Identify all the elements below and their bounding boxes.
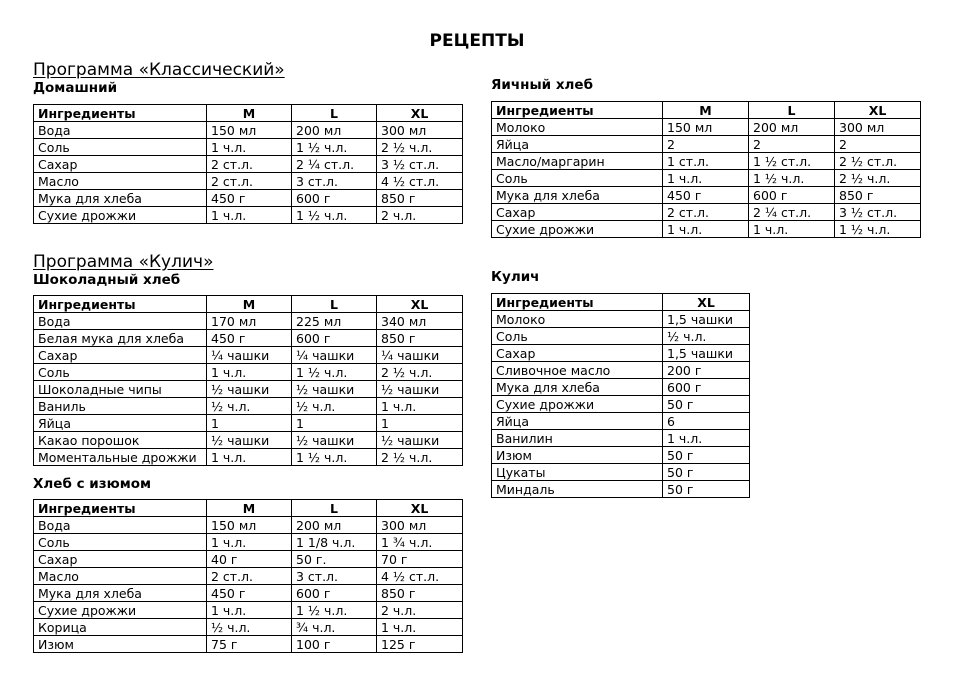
- amount-cell: 150 мл: [663, 119, 749, 136]
- ingredient-cell: Какао порошок: [34, 432, 207, 449]
- amount-cell: ¾ ч.л.: [292, 619, 377, 636]
- egg-bread-title: Яичный хлеб: [491, 77, 593, 93]
- amount-cell: 1,5 чашки: [663, 345, 750, 362]
- amount-cell: 2 ч.л.: [377, 207, 463, 224]
- amount-cell: 3 ½ ст.л.: [377, 156, 463, 173]
- amount-cell: ½ чашки: [292, 432, 377, 449]
- amount-cell: 125 г: [377, 636, 463, 653]
- table-row: [34, 551, 463, 568]
- column-header: M: [207, 296, 292, 313]
- column-header: XL: [377, 105, 463, 122]
- amount-cell: ½ ч.л.: [292, 398, 377, 415]
- amount-cell: ½ чашки: [207, 432, 292, 449]
- table-header-row: [34, 296, 463, 313]
- ingredient-cell: Сахар: [34, 551, 207, 568]
- amount-cell: 2: [663, 136, 749, 153]
- ingredient-cell: Вода: [34, 313, 207, 330]
- ingredient-cell: Моментальные дрожжи: [34, 449, 207, 466]
- ingredient-cell: Мука для хлеба: [492, 187, 663, 204]
- table-row: [34, 347, 463, 364]
- amount-cell: 50 г: [663, 447, 750, 464]
- amount-cell: 1 ч.л.: [663, 221, 749, 238]
- amount-cell: 2 ½ ч.л.: [377, 139, 463, 156]
- amount-cell: 6: [663, 413, 750, 430]
- ingredient-cell: Соль: [34, 534, 207, 551]
- page-title: РЕЦЕПТЫ: [429, 31, 525, 51]
- table-row: [34, 207, 463, 224]
- amount-cell: 3 ½ ст.л.: [835, 204, 921, 221]
- table-row: [34, 139, 463, 156]
- table-row: [34, 449, 463, 466]
- table-row: [492, 136, 921, 153]
- amount-cell: 2 ½ ч.л.: [835, 170, 921, 187]
- amount-cell: 450 г: [663, 187, 749, 204]
- ingredient-cell: Молоко: [492, 119, 663, 136]
- table-header-row: [34, 500, 463, 517]
- kulich-table: [491, 293, 750, 498]
- column-header: M: [207, 105, 292, 122]
- amount-cell: ¼ чашки: [207, 347, 292, 364]
- table-row: [34, 602, 463, 619]
- amount-cell: 1 ½ ч.л.: [292, 207, 377, 224]
- amount-cell: 4 ½ ст.л.: [377, 173, 463, 190]
- column-header: Ингредиенты: [492, 294, 663, 311]
- ingredient-cell: Молоко: [492, 311, 663, 328]
- amount-cell: 850 г: [377, 585, 463, 602]
- amount-cell: 1 ч.л.: [663, 430, 750, 447]
- column-header: Ингредиенты: [34, 500, 207, 517]
- ingredient-cell: Соль: [34, 139, 207, 156]
- table-row: [34, 122, 463, 139]
- ingredient-cell: Сахар: [34, 156, 207, 173]
- amount-cell: 1: [207, 415, 292, 432]
- column-header: XL: [377, 296, 463, 313]
- raisin-bread-title: Хлеб с изюмом: [33, 476, 152, 492]
- amount-cell: 1 ½ ст.л.: [749, 153, 835, 170]
- amount-cell: 150 мл: [207, 122, 292, 139]
- amount-cell: 1 ½ ч.л.: [835, 221, 921, 238]
- amount-cell: 450 г: [207, 330, 292, 347]
- ingredient-cell: Сливочное масло: [492, 362, 663, 379]
- amount-cell: 1 ч.л.: [377, 398, 463, 415]
- table-row: [492, 362, 750, 379]
- column-header: L: [292, 500, 377, 517]
- column-header: L: [749, 102, 835, 119]
- amount-cell: ½ ч.л.: [663, 328, 750, 345]
- amount-cell: 200 мл: [292, 122, 377, 139]
- amount-cell: 2 ¼ ст.л.: [749, 204, 835, 221]
- amount-cell: 50 г: [663, 464, 750, 481]
- table-row: [492, 328, 750, 345]
- amount-cell: 200 мл: [292, 517, 377, 534]
- amount-cell: 2 ½ ч.л.: [377, 449, 463, 466]
- program-classic-title: Программа «Классический»: [33, 60, 285, 80]
- table-row: [492, 430, 750, 447]
- amount-cell: 600 г: [749, 187, 835, 204]
- table-row: [492, 447, 750, 464]
- amount-cell: 1 ч.л.: [207, 139, 292, 156]
- amount-cell: 2 ½ ст.л.: [835, 153, 921, 170]
- ingredient-cell: Корица: [34, 619, 207, 636]
- column-header: XL: [663, 294, 750, 311]
- table-row: [492, 119, 921, 136]
- ingredient-cell: Цукаты: [492, 464, 663, 481]
- ingredient-cell: Мука для хлеба: [34, 190, 207, 207]
- amount-cell: 1 ч.л.: [377, 619, 463, 636]
- amount-cell: 2 ст.л.: [663, 204, 749, 221]
- home-bread-title: Домашний: [33, 80, 118, 96]
- amount-cell: 1,5 чашки: [663, 311, 750, 328]
- amount-cell: 40 г: [207, 551, 292, 568]
- table-row: [34, 381, 463, 398]
- amount-cell: 1 ½ ч.л.: [749, 170, 835, 187]
- ingredient-cell: Сухие дрожжи: [492, 221, 663, 238]
- amount-cell: 1 ч.л.: [207, 449, 292, 466]
- chocolate-bread-table: [33, 295, 463, 466]
- ingredient-cell: Миндаль: [492, 481, 663, 498]
- table-row: [34, 534, 463, 551]
- table-row: [34, 619, 463, 636]
- chocolate-bread-title: Шоколадный хлеб: [33, 272, 181, 288]
- table-row: [34, 173, 463, 190]
- amount-cell: 450 г: [207, 585, 292, 602]
- table-row: [492, 379, 750, 396]
- table-row: [492, 481, 750, 498]
- column-header: Ингредиенты: [34, 105, 207, 122]
- ingredient-cell: Ваниль: [34, 398, 207, 415]
- amount-cell: 2 ч.л.: [377, 602, 463, 619]
- amount-cell: 1 ч.л.: [749, 221, 835, 238]
- amount-cell: 850 г: [377, 330, 463, 347]
- amount-cell: 2 ¼ ст.л.: [292, 156, 377, 173]
- amount-cell: 1 ½ ч.л.: [292, 364, 377, 381]
- amount-cell: 3 ст.л.: [292, 568, 377, 585]
- amount-cell: 200 г: [663, 362, 750, 379]
- egg-bread-table: [491, 101, 921, 238]
- kulich-title: Кулич: [491, 269, 540, 285]
- ingredient-cell: Масло: [34, 173, 207, 190]
- ingredient-cell: Сухие дрожжи: [34, 207, 207, 224]
- amount-cell: 2: [749, 136, 835, 153]
- table-row: [34, 313, 463, 330]
- table-row: [492, 153, 921, 170]
- ingredient-cell: Сахар: [492, 204, 663, 221]
- amount-cell: 1: [377, 415, 463, 432]
- amount-cell: 150 мл: [207, 517, 292, 534]
- table-row: [34, 585, 463, 602]
- amount-cell: 50 г: [663, 481, 750, 498]
- table-header-row: [34, 105, 463, 122]
- ingredient-cell: Соль: [492, 170, 663, 187]
- amount-cell: 1 ½ ч.л.: [292, 449, 377, 466]
- amount-cell: 300 мл: [377, 517, 463, 534]
- table-row: [34, 517, 463, 534]
- ingredient-cell: Мука для хлеба: [34, 585, 207, 602]
- amount-cell: 1 ½ ч.л.: [292, 139, 377, 156]
- ingredient-cell: Сухие дрожжи: [34, 602, 207, 619]
- table-row: [492, 413, 750, 430]
- amount-cell: 1 ½ ч.л.: [292, 602, 377, 619]
- amount-cell: 170 мл: [207, 313, 292, 330]
- ingredient-cell: Яйца: [492, 136, 663, 153]
- amount-cell: ½ чашки: [207, 381, 292, 398]
- table-row: [34, 190, 463, 207]
- table-row: [492, 345, 750, 362]
- table-row: [492, 170, 921, 187]
- column-header: XL: [835, 102, 921, 119]
- column-header: M: [207, 500, 292, 517]
- amount-cell: 600 г: [663, 379, 750, 396]
- amount-cell: 1 1/8 ч.л.: [292, 534, 377, 551]
- amount-cell: ½ чашки: [292, 381, 377, 398]
- amount-cell: 2 ст.л.: [207, 156, 292, 173]
- ingredient-cell: Изюм: [492, 447, 663, 464]
- column-header: Ингредиенты: [34, 296, 207, 313]
- amount-cell: 1 ¾ ч.л.: [377, 534, 463, 551]
- amount-cell: 2: [835, 136, 921, 153]
- ingredient-cell: Сахар: [492, 345, 663, 362]
- ingredient-cell: Сахар: [34, 347, 207, 364]
- amount-cell: 340 мл: [377, 313, 463, 330]
- amount-cell: 1 ч.л.: [207, 364, 292, 381]
- table-row: [492, 396, 750, 413]
- ingredient-cell: Соль: [34, 364, 207, 381]
- table-row: [34, 568, 463, 585]
- amount-cell: 70 г: [377, 551, 463, 568]
- amount-cell: 300 мл: [377, 122, 463, 139]
- ingredient-cell: Ванилин: [492, 430, 663, 447]
- amount-cell: 2 ст.л.: [207, 173, 292, 190]
- table-row: [34, 432, 463, 449]
- amount-cell: 1: [292, 415, 377, 432]
- amount-cell: 450 г: [207, 190, 292, 207]
- amount-cell: 50 г.: [292, 551, 377, 568]
- table-row: [34, 364, 463, 381]
- table-row: [34, 156, 463, 173]
- amount-cell: 1 ч.л.: [207, 534, 292, 551]
- table-row: [492, 187, 921, 204]
- column-header: L: [292, 296, 377, 313]
- ingredient-cell: Вода: [34, 517, 207, 534]
- amount-cell: ½ ч.л.: [207, 619, 292, 636]
- table-header-row: [492, 102, 921, 119]
- ingredient-cell: Яйца: [492, 413, 663, 430]
- amount-cell: ½ чашки: [377, 381, 463, 398]
- amount-cell: 225 мл: [292, 313, 377, 330]
- amount-cell: ¼ чашки: [292, 347, 377, 364]
- amount-cell: ½ чашки: [377, 432, 463, 449]
- amount-cell: 600 г: [292, 585, 377, 602]
- amount-cell: 100 г: [292, 636, 377, 653]
- table-row: [34, 330, 463, 347]
- amount-cell: 2 ст.л.: [207, 568, 292, 585]
- column-header: Ингредиенты: [492, 102, 663, 119]
- table-row: [34, 636, 463, 653]
- amount-cell: 300 мл: [835, 119, 921, 136]
- ingredient-cell: Соль: [492, 328, 663, 345]
- table-row: [34, 415, 463, 432]
- amount-cell: 600 г: [292, 190, 377, 207]
- amount-cell: 1 ч.л.: [207, 207, 292, 224]
- program-kulich-title: Программа «Кулич»: [33, 252, 214, 272]
- table-row: [492, 221, 921, 238]
- column-header: XL: [377, 500, 463, 517]
- amount-cell: 50 г: [663, 396, 750, 413]
- amount-cell: 1 ч.л.: [663, 170, 749, 187]
- amount-cell: 1 ч.л.: [207, 602, 292, 619]
- ingredient-cell: Масло/маргарин: [492, 153, 663, 170]
- amount-cell: 1 ст.л.: [663, 153, 749, 170]
- amount-cell: 200 мл: [749, 119, 835, 136]
- amount-cell: 850 г: [835, 187, 921, 204]
- amount-cell: 3 ст.л.: [292, 173, 377, 190]
- table-row: [492, 464, 750, 481]
- raisin-bread-table: [33, 499, 463, 653]
- table-row: [492, 311, 750, 328]
- ingredient-cell: Вода: [34, 122, 207, 139]
- ingredient-cell: Сухие дрожжи: [492, 396, 663, 413]
- table-header-row: [492, 294, 750, 311]
- column-header: M: [663, 102, 749, 119]
- amount-cell: 600 г: [292, 330, 377, 347]
- ingredient-cell: Мука для хлеба: [492, 379, 663, 396]
- amount-cell: 4 ½ ст.л.: [377, 568, 463, 585]
- column-header: L: [292, 105, 377, 122]
- ingredient-cell: Масло: [34, 568, 207, 585]
- table-row: [34, 398, 463, 415]
- amount-cell: 850 г: [377, 190, 463, 207]
- ingredient-cell: Яйца: [34, 415, 207, 432]
- amount-cell: ¼ чашки: [377, 347, 463, 364]
- home-bread-table: [33, 104, 463, 224]
- amount-cell: ½ ч.л.: [207, 398, 292, 415]
- ingredient-cell: Изюм: [34, 636, 207, 653]
- amount-cell: 2 ½ ч.л.: [377, 364, 463, 381]
- ingredient-cell: Белая мука для хлеба: [34, 330, 207, 347]
- table-row: [492, 204, 921, 221]
- amount-cell: 75 г: [207, 636, 292, 653]
- ingredient-cell: Шоколадные чипы: [34, 381, 207, 398]
